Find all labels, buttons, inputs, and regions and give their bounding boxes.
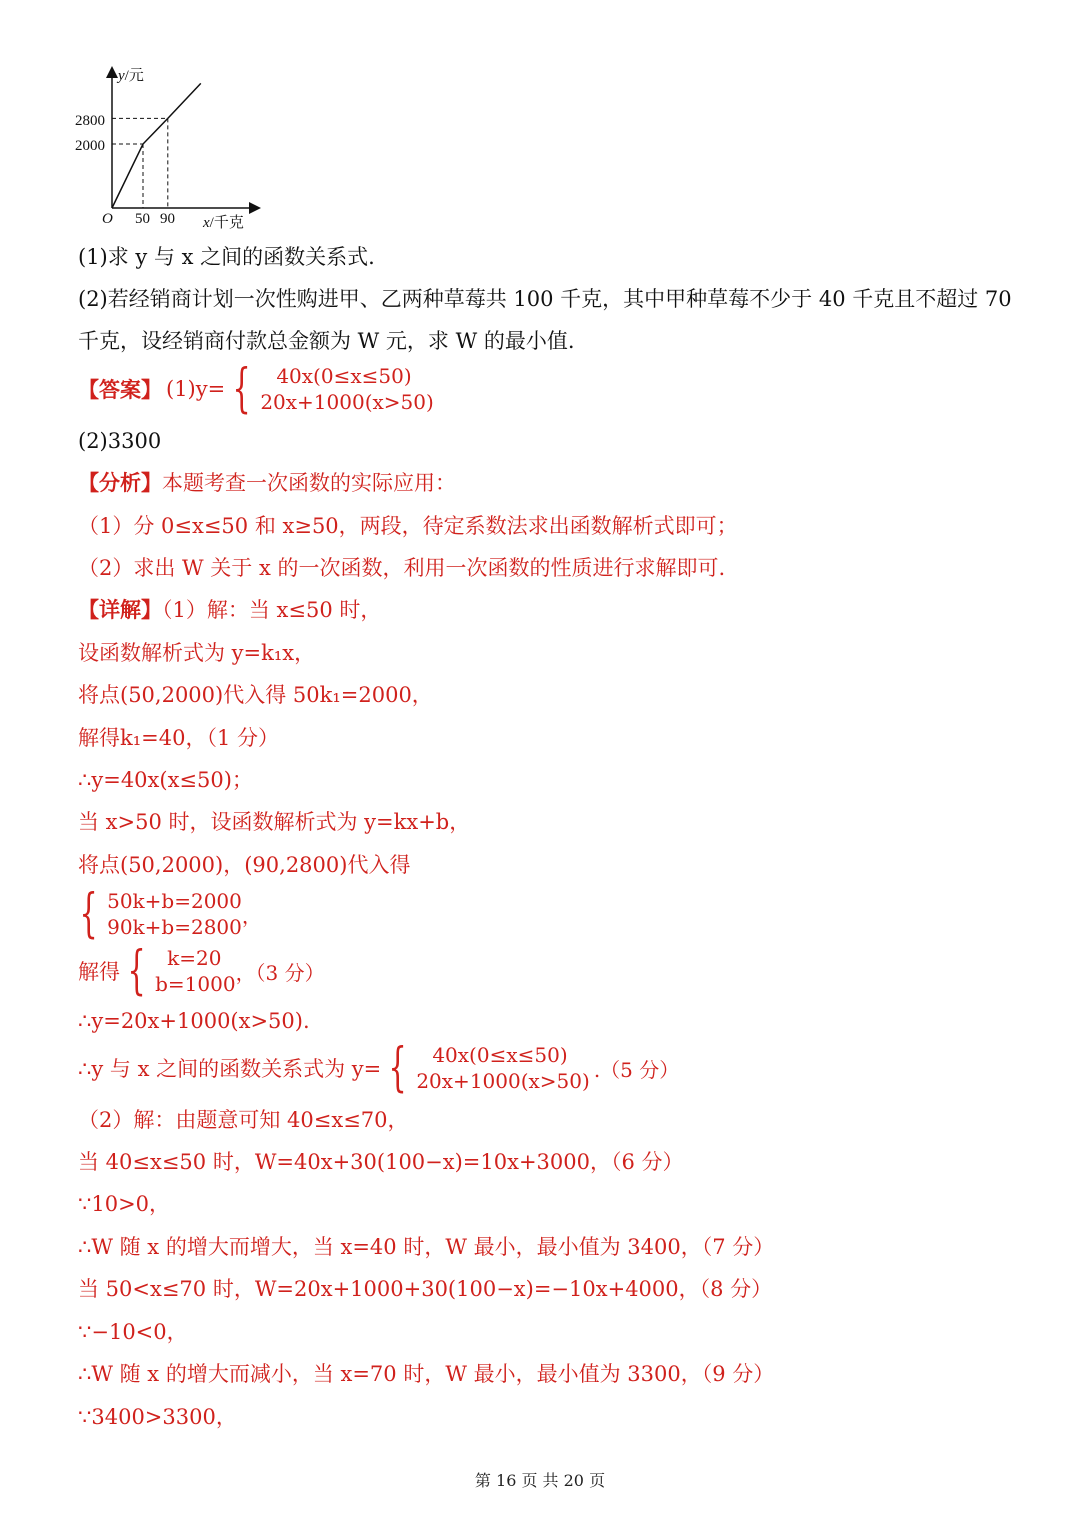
detail-line-3: 将点(50,2000)代入得 50k₁=2000， xyxy=(78,683,433,707)
detail-line-10-prefix: ∴y 与 x 之间的函数关系式为 y= xyxy=(78,1057,382,1081)
detail-line-14: ∴W 随 x 的增大而增大，当 x=40 时，W 最小，最小值为 3400，（7 分） xyxy=(78,1235,775,1259)
answer-case-2: 20x+1000(x>50) xyxy=(260,390,434,414)
answer-tag: 【答案】 xyxy=(78,377,162,402)
system-2-eq-2: b=1000 xyxy=(155,972,236,996)
answer-block xyxy=(78,359,434,419)
left-brace: { xyxy=(232,359,251,419)
system-1-tail: ， xyxy=(241,903,262,928)
detail-line-9: ∴y=20x+1000(x>50). xyxy=(78,1009,310,1033)
detail-line-1 xyxy=(78,596,381,624)
system-2-tail: ，（3 分） xyxy=(235,960,325,985)
detail-line-17: ∴W 随 x 的增大而减小，当 x=70 时，W 最小，最小值为 3300，（9 分） xyxy=(78,1362,775,1386)
detail-line-6: 当 x>50 时，设函数解析式为 y=kx+b， xyxy=(78,810,471,834)
detail-text-1: （1）解：当 x≤50 时， xyxy=(162,598,382,622)
detail-line-18: ∵3400>3300， xyxy=(78,1405,237,1429)
analysis-tag: 【分析】 xyxy=(78,470,162,495)
system-1 xyxy=(72,884,262,944)
detail-line-12: 当 40≤x≤50 时，W=40x+30(100−x)=10x+3000，（6 分） xyxy=(78,1150,684,1174)
answer-cases xyxy=(260,363,433,415)
analysis-line xyxy=(78,469,456,497)
analysis-intro: 本题考查一次函数的实际应用： xyxy=(162,471,456,495)
answer-case-1: 40x(0≤x≤50) xyxy=(276,364,412,388)
x-tick-90: 90 xyxy=(160,211,175,227)
analysis-step-2: （2）求出 W 关于 x 的一次函数，利用一次函数的性质进行求解即可. xyxy=(78,556,726,580)
x-axis-label: x/千克 xyxy=(203,215,244,231)
left-brace: { xyxy=(127,941,146,1001)
y-tick-2800: 2800 xyxy=(75,113,105,129)
answer-part2: (2)3300 xyxy=(78,429,162,453)
system-1-eq-1: 50k+b=2000 xyxy=(107,889,242,913)
question-1: (1)求 y 与 x 之间的函数关系式. xyxy=(78,245,375,269)
detail-line-7: 将点(50,2000)，(90,2800)代入得 xyxy=(78,853,411,877)
question-2-line-2: 千克，设经销商付款总金额为 W 元，求 W 的最小值. xyxy=(78,329,575,353)
detail-tag: 【详解】 xyxy=(78,597,162,622)
left-brace: { xyxy=(79,884,98,944)
function-graph xyxy=(70,62,270,232)
system-1-equations xyxy=(107,888,242,940)
origin-label: O xyxy=(102,211,113,227)
graph-series-line xyxy=(112,118,168,208)
analysis-step-1: （1）分 0≤x≤50 和 x≥50，两段，待定系数法求出函数解析式即可； xyxy=(78,514,738,538)
detail-line-4: 解得k₁=40，（1 分） xyxy=(78,726,279,750)
page-footer: 第 16 页 共 20 页 xyxy=(474,1471,606,1490)
detail-case-2: 20x+1000(x>50) xyxy=(416,1069,590,1093)
detail-line-11: （2）解：由题意可知 40≤x≤70， xyxy=(78,1108,409,1132)
answer-part1-prefix: (1)y= xyxy=(166,377,226,401)
y-tick-2000: 2000 xyxy=(75,138,105,154)
detail-line-16: ∵−10<0， xyxy=(78,1320,188,1344)
system-2-prefix: 解得 xyxy=(78,960,120,984)
detail-line-10 xyxy=(78,1038,680,1098)
x-tick-50: 50 xyxy=(135,211,150,227)
system-1-eq-2: 90k+b=2800 xyxy=(107,915,242,939)
system-2-eq-1: k=20 xyxy=(167,946,222,970)
graph-extension-line xyxy=(168,83,201,118)
detail-line-10-tail: .（5 分） xyxy=(593,1057,680,1082)
detail-line-13: ∵10>0， xyxy=(78,1192,171,1216)
detail-line-2: 设函数解析式为 y=k₁x， xyxy=(78,641,316,665)
system-2 xyxy=(78,941,325,1001)
y-axis-label: y/元 xyxy=(118,68,144,84)
detail-line-15: 当 50<x≤70 时，W=20x+1000+30(100−x)=−10x+4000，（8 分） xyxy=(78,1277,773,1301)
detail-line-5: ∴y=40x(x≤50)； xyxy=(78,768,253,792)
detail-line-10-cases xyxy=(416,1042,589,1094)
system-2-equations xyxy=(155,945,235,997)
question-2-line-1: (2)若经销商计划一次性购进甲、乙两种草莓共 100 千克，其中甲种草莓不少于 40 千克且不超过 70 xyxy=(78,287,1012,311)
detail-case-1: 40x(0≤x≤50) xyxy=(432,1043,568,1067)
left-brace: { xyxy=(388,1038,407,1098)
